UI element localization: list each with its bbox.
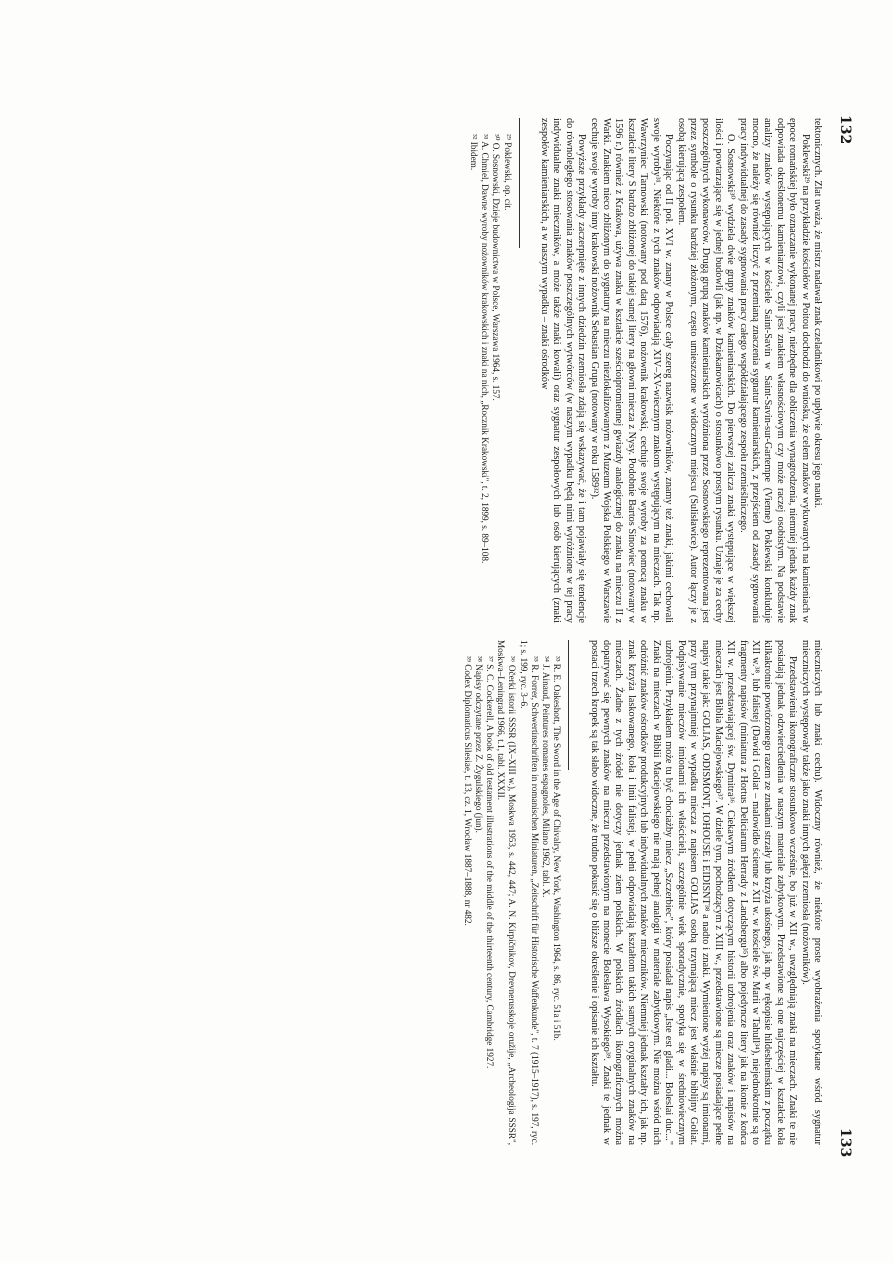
footnote: ³⁷ S. C. Cockerell, A book of old testament illustrations of the middle of the thirteenth century, Cambridge 1927.	[485, 656, 496, 1069]
footnote: ³¹ A. Chmiel, Dawne wyroby nożowników krakowskich i znaki na nich, „Rocznik Krakowski", t. 2, 1899, s. 89–108.	[480, 134, 491, 564]
footnote: ³⁴ J. Ainaud, Peintures romanes espagnoles, Milano 1962, tabl. X.	[541, 656, 552, 898]
right-page-column	[461, 640, 823, 1145]
footnote-divider	[568, 640, 569, 770]
left-page-body	[538, 118, 823, 623]
footnote: ³⁵ R. Forrer, Schwertinschriften in romanischen Miniaturen, „Zeitschrift für Historische Waffenkunde", t. 7 (1915–1917), s. 197, ryc. 1; s. 199, ryc. 3–6.	[518, 640, 540, 1145]
paragraph: Poczynając od II poł. XVI w. znany w Polsce cały szereg nazwisk nożowników, znamy też znaki, jakimi cechowali swoje wyroby³¹. Niektóre z tych znaków odpowiadają XIV–XV-wiecznym znakom występującym na mieczach. Tak np. Wawrzyniec Tarnowski (notowany pod datą 1576), nożownik krakowski, cechuje swoje wyroby za pomocą znaku w kształcie litery S bardzo zbliżonej do takiej samej litery na głowni miecza z Nysy. Podobnie Bartos Sinowiec (notowany w 1596 r.) również z Krakowa, używa znaku w kształcie sześcioipromiennej gwiazdy analogicznej do znaku na mieczu II z Warki. Znakiem nieco zbliżonym do sygnatury na mieczu niezlokalizowanym z Muzeum Wojska Polskiego w Warszawie cechuje swoje wyroby inny krakowski nożownik Sebastian Grupa (notowany w roku 1589³²).	[588, 118, 675, 623]
footnote: ²⁹ Poklewski, op. cit.	[502, 134, 513, 211]
right-page-body	[587, 640, 823, 1145]
footnote: ³⁸ Napisy odczytane przez Z. Żygulskiego (jun).	[473, 656, 484, 833]
paragraph: O. Sosnowski³⁰ wydziela dwie grupy znaków kamieniarskich. Do pierwszej zalicza znaki występujące w większej ilości i powtarzające się w jednej budowli (jak np. w Dziekanowicach) o stosunkowo prostym rysunku. Uznaje je za cechy poszczególnych wykonawców. Drugą grupą znaków kamieniarskich wyróżniona przez Sosnowskiego reprezentowana jest przez symbole o rysunku bardziej złożonym, często umieszczone w widocznym miejscu (Sulisławice). Autor łączy je z osobą kierującą zespołem.	[675, 118, 737, 623]
right-page-footnotes	[461, 640, 562, 1145]
left-page-column	[468, 118, 823, 623]
paragraph: Poklewski²⁹ na przykładzie kościołów w Poitou dochodzi do wniosku, że celem znaków wykuwanych na kamieniach w epoce romańskiej było oznaczanie wykonanej pracy, niezbędne dla obliczenia wynagrodzenia, niemniej jednak każdy znak odpowiada określonemu kamieniarzowi, czyli jest znakiem własnościowym czy może raczej osobistym. Na podstawie analizy znaków występujących w kościele Saint-Savin w Saint-Savin-sur-Gartempe (Vienne) Poklewski konkluduje mocno, że należy się również liczyć z przemianą znaczenia sygnatur kamieniarskich, z przejściem od zasady sygnowania pracy indywidualnej do zasady sygnowania pracy całego współdziałającego zespołu rzemieślniczego.	[737, 118, 811, 623]
paragraph: mieczniczych lub znaki cechu). Widoczny również, że niektóre proste wyobrażenia spotykane wśród sygnatur mieczniczych występowały także jako znaki innych gałęzi rzemiosła (nożowników).	[799, 640, 823, 1145]
footnote: ³⁰ O. Sosnowski, Dzieje budownictwa w Polsce, Warszawa 1964, s. 157.	[491, 134, 502, 401]
footnote: ³⁹ Codex Diplomaticus Silesiae, t. 13, cz. 1, Wrocław 1887–1888, nr 482.	[462, 656, 473, 926]
paragraph: tektonicznych. Zlat uważa, że mistrz nadawał znak czeladnikowi po upływie okresu jego nauki.	[812, 118, 823, 509]
footnote: ³² Ibidem.	[469, 134, 480, 171]
page-number-right: 133	[837, 1128, 853, 1158]
footnote-divider	[519, 118, 520, 248]
paragraph: Powyższe przykłady zaczerpnięte z innych dziedzin rzemiosła zdają się wskazywać, że i tam pojawiały się tendencje do równoległego stosowania znaków poszczególnych wytwórców (w naszym wypadku będą nimi wyróżnione w tej pracy indywidualne znaki mieczników, a może także znaki kowali) oraz sygnatur zespołowych lub osób kierujących (znaki zespołów kamieniarskich, a w naszym wypadku – znaki ośrodków	[539, 118, 588, 623]
paragraph: Przedstawienia ikonograficzne stosunkowo wcześnie, bo już w XII w., uwzględniają znaki na mieczach. Znaki te nie posiadają jednak odzwierciedlenia w naszym materiale zabytkowym. Przedstawione są one najczęściej w kształcie koła kilkakrotnie powtórzonego razem ze znakami strzały lub krzyża ukośnego, jak np. w rękopisie hildesheimskim z początku XII w.³⁸, lub falistej (Dawid i Goliat – malowidło ścienne z XII w. w kościele św. Marii w Tahull³⁴), niejednokrotnie są to fragmenty napisów (miniatura z Hortus Deliciarum Herrady z Landsbergu³⁵) albo pojedyncze litery jak na ikonie z końca XII w. przedstawiającej św. Dymitra³⁶. Ciekawym źródłem dotyczącym historii uzbrojenia oraz znaków i napisów na mieczach jest Biblia Maciejowskiego³⁷. W dziele tym, pochodzącym z XIII w., przedstawione są miecze posiadające pełne napisy takie jak: GOLIAS, ODISMONT, IOHOUSE i EIDISNT³⁸ a nadto i znaki. Wymienione wyżej napisy są imionami, przy tym przynajmniej w wypadku miecza z napisem GOLIAS osobą trzymającą miecz jest właśnie biblijny Goliat. Podpisywanie mieczów imionami ich właścicieli, szczególnie wiek sporadycznie, spotyka się w średniowiecznym uzbrojeniu. Przykładem może tu być chociażby miecz „Szczerbiec", który posiadał napis „Iste est gladi... Boleslai duc..." Znaki na mieczach w Biblii Maciejowskiego nie mają pełnej analogii w materiale zabytkowym. Nie można wśród nich odróżnić znaków ośrodków produkcyjnych lub indywidualnych znaków mieczników. Niemniej jednak kształty ich, jak np. znak krzyża laskowanego, koła i linii falistej, w pełni odpowiadają kształtom takich samych oryginalnych znaków na mieczach. Żadne z tych źródeł nie dotyczy jednak ziem polskich. W polskich źródłach ikonograficznych można dopatrywać się pewnych znaków na mieczu przedstawionym na monecie Bolesława Wysokiego³⁹. Znaki te jednak w postaci trzech kropek są tak słabo widoczne, że trudno pokusić się o bliższe określenie i opisanie ich kształtu.	[588, 640, 799, 1145]
left-page-footnotes	[468, 118, 513, 623]
footnote: ³³ R. E. Oakeshott, The Sword in the Age of Chivalry, New York, Washington 1964, s. 86, ryc. 51a i 51b.	[552, 656, 563, 1041]
footnote: ³⁶ Očerki istorii SSSR (IX–XIII w.), Moskwa 1953, s. 442, 447; A. N. Kirpičnikov, Drevnerusskoje oružije, „Archeologija SSSR", Moskwa–Leningrad 1966, t.1, tabl. XXXII.	[496, 640, 518, 1145]
page-number-left: 132	[837, 115, 853, 145]
